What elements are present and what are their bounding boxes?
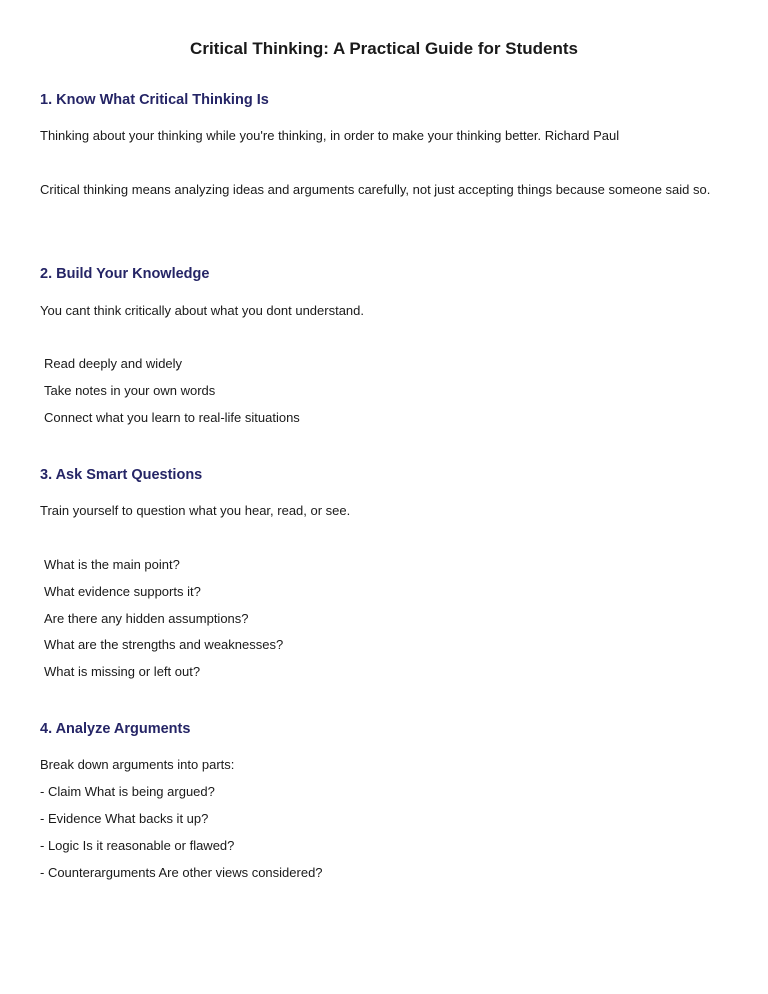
- list-item: Are there any hidden assumptions?: [44, 611, 249, 626]
- list-item: - Logic Is it reasonable or flawed?: [40, 838, 235, 853]
- section-3-heading: 3. Ask Smart Questions: [40, 467, 203, 483]
- section-1-quote: Thinking about your thinking while you're thinking, in order to make your thinking better. Richard Paul: [40, 128, 620, 143]
- section-4-intro: Break down arguments into parts:: [40, 757, 235, 772]
- list-item: - Evidence What backs it up?: [40, 811, 209, 826]
- section-2-heading: 2. Build Your Knowledge: [40, 266, 210, 282]
- list-item: Take notes in your own words: [44, 383, 216, 398]
- list-item: Connect what you learn to real-life situations: [44, 410, 300, 425]
- document-title: Critical Thinking: A Practical Guide for Students: [190, 39, 578, 58]
- list-item: - Claim What is being argued?: [40, 784, 215, 799]
- section-3-intro: Train yourself to question what you hear, read, or see.: [40, 503, 351, 518]
- list-item: - Counterarguments Are other views considered?: [40, 865, 323, 880]
- section-1-heading: 1. Know What Critical Thinking Is: [40, 92, 269, 108]
- list-item: Read deeply and widely: [44, 356, 183, 371]
- list-item: What evidence supports it?: [44, 584, 201, 599]
- list-item: What is the main point?: [44, 557, 180, 572]
- list-item: What is missing or left out?: [44, 664, 201, 679]
- section-1-definition: Critical thinking means analyzing ideas and arguments carefully, not just accepting things because someone said so.: [40, 182, 711, 197]
- section-2-intro: You cant think critically about what you dont understand.: [40, 303, 365, 318]
- section-4-heading: 4. Analyze Arguments: [40, 721, 191, 737]
- list-item: What are the strengths and weaknesses?: [44, 637, 284, 652]
